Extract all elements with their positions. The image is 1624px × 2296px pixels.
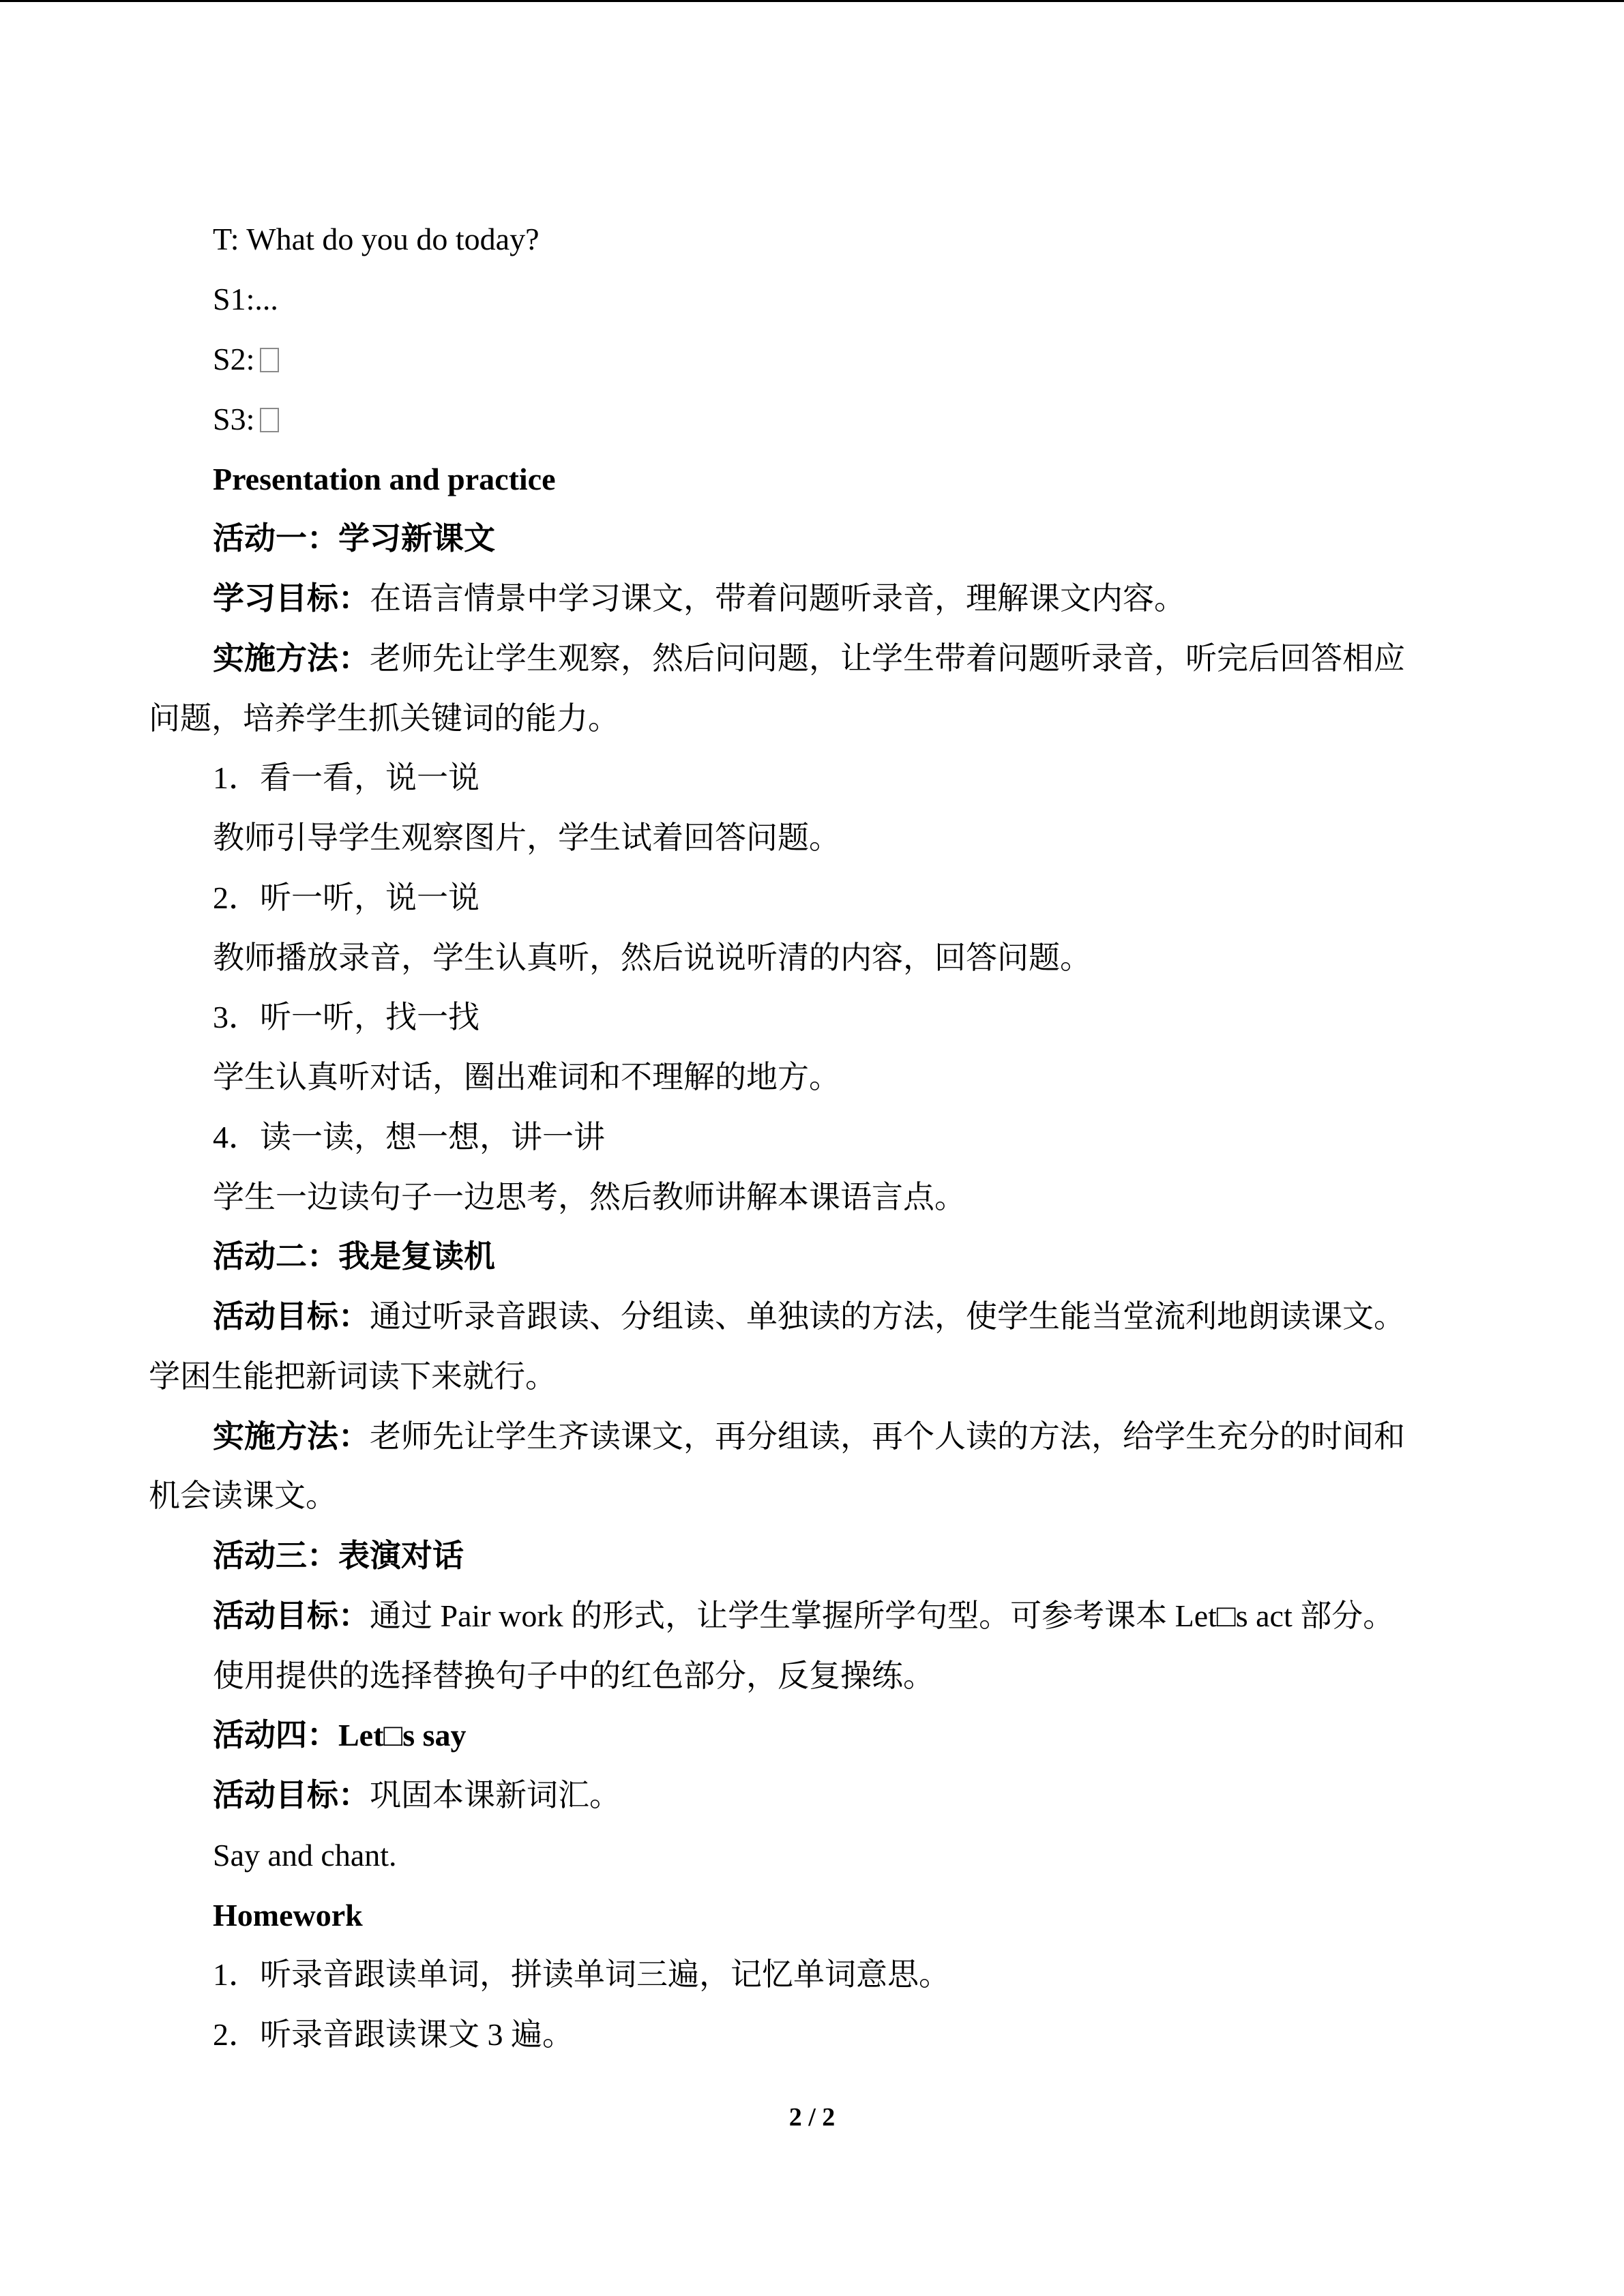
activity-one-heading xyxy=(213,518,495,559)
dialogue-s2-text: S2: xyxy=(213,342,255,376)
method-line-continued xyxy=(149,698,619,739)
dialogue-teacher-line xyxy=(213,219,540,260)
dialogue-teacher-text: T: What do you do today? xyxy=(213,222,540,256)
field-label: 活动目标： xyxy=(213,1299,370,1334)
homework-heading xyxy=(213,1895,363,1936)
activity-goal-line-three xyxy=(213,1596,1394,1637)
step-text: 2．听一听，说一说 xyxy=(213,880,479,915)
method-line xyxy=(213,638,1405,679)
activity-four-heading xyxy=(213,1715,467,1756)
homework-item-one xyxy=(213,1954,950,1995)
step-one xyxy=(213,758,479,799)
homework-text: 2．听录音跟读课文 3 遍。 xyxy=(213,2017,574,2052)
activity-goal-continued xyxy=(149,1356,557,1397)
step-three-detail xyxy=(213,1057,840,1098)
step-two xyxy=(213,878,479,919)
field-text: 通过听录音跟读、分组读、单独读的方法，使学生能当堂流利地朗读课文。 xyxy=(370,1299,1405,1334)
homework-item-two xyxy=(213,2014,574,2055)
activity-heading-text: 活动三：表演对话 xyxy=(213,1538,464,1573)
step-text: 1．看一看，说一说 xyxy=(213,760,479,795)
dialogue-s3-text: S3: xyxy=(213,402,255,436)
field-label: 活动目标： xyxy=(213,1778,370,1813)
activity-two-heading xyxy=(213,1236,495,1277)
field-text: 巩固本课新词汇。 xyxy=(370,1778,621,1813)
activity-three-detail xyxy=(213,1656,934,1697)
field-text: 老师先让学生观察，然后问问题，让学生带着问题听录音，听完后回答相应 xyxy=(370,641,1405,676)
missing-glyph-box xyxy=(260,408,279,432)
paragraph-text: 使用提供的选择替换句子中的红色部分，反复操练。 xyxy=(213,1658,934,1693)
section-heading-presentation xyxy=(213,459,556,500)
field-text: 老师先让学生齐读课文，再分组读，再个人读的方法，给学生充分的时间和 xyxy=(370,1419,1405,1454)
activity-heading-text: 活动四：Let□s say xyxy=(213,1718,467,1753)
step-four-detail xyxy=(213,1177,966,1218)
step-one-detail xyxy=(213,818,840,859)
learning-goal-line xyxy=(213,578,1185,619)
field-label: 实施方法： xyxy=(213,641,370,676)
step-two-detail xyxy=(213,938,1091,979)
step-text: 3．听一听，找一找 xyxy=(213,1000,479,1034)
page-number: 2 / 2 xyxy=(788,2103,836,2132)
paragraph-text: 教师引导学生观察图片，学生试着回答问题。 xyxy=(213,820,840,855)
say-and-chant xyxy=(213,1835,397,1876)
activity-heading-text: 活动一：学习新课文 xyxy=(213,521,495,556)
step-four xyxy=(213,1117,605,1158)
paragraph-text: 机会读课文。 xyxy=(149,1478,337,1513)
step-three xyxy=(213,997,479,1038)
step-text: 4．读一读，想一想，讲一讲 xyxy=(213,1120,605,1154)
field-text: 通过 Pair work 的形式，让学生掌握所学句型。可参考课本 Let□s act 部分。 xyxy=(370,1598,1395,1633)
paragraph-text: 学生一边读句子一边思考，然后教师讲解本课语言点。 xyxy=(213,1180,966,1214)
field-label: 实施方法： xyxy=(213,1419,370,1454)
section-heading-text: Presentation and practice xyxy=(213,462,556,496)
dialogue-s1-text: S1:... xyxy=(213,282,278,316)
paragraph-text: 学生认真听对话，圈出难词和不理解的地方。 xyxy=(213,1060,840,1094)
dialogue-s3-line xyxy=(213,399,279,440)
activity-goal-line xyxy=(213,1296,1405,1337)
method-line-two xyxy=(213,1416,1405,1457)
dialogue-s2-line xyxy=(213,339,279,380)
activity-three-heading xyxy=(213,1536,464,1577)
field-text: 在语言情景中学习课文，带着问题听录音，理解课文内容。 xyxy=(370,581,1185,616)
activity-goal-line-four xyxy=(213,1775,621,1816)
missing-glyph-box xyxy=(260,348,279,372)
paragraph-text: 学困生能把新词读下来就行。 xyxy=(149,1359,557,1394)
field-label: 活动目标： xyxy=(213,1598,370,1633)
dialogue-s1-line xyxy=(213,279,278,320)
paragraph-text: 教师播放录音，学生认真听，然后说说听清的内容，回答问题。 xyxy=(213,940,1091,975)
method-line-two-continued xyxy=(149,1476,337,1517)
paragraph-text: 问题，培养学生抓关键词的能力。 xyxy=(149,701,619,736)
activity-heading-text: 活动二：我是复读机 xyxy=(213,1239,495,1274)
homework-text: 1．听录音跟读单词，拼读单词三遍，记忆单词意思。 xyxy=(213,1957,950,1992)
section-heading-text: Homework xyxy=(213,1898,363,1933)
paragraph-text: Say and chant. xyxy=(213,1838,397,1873)
field-label: 学习目标： xyxy=(213,581,370,616)
